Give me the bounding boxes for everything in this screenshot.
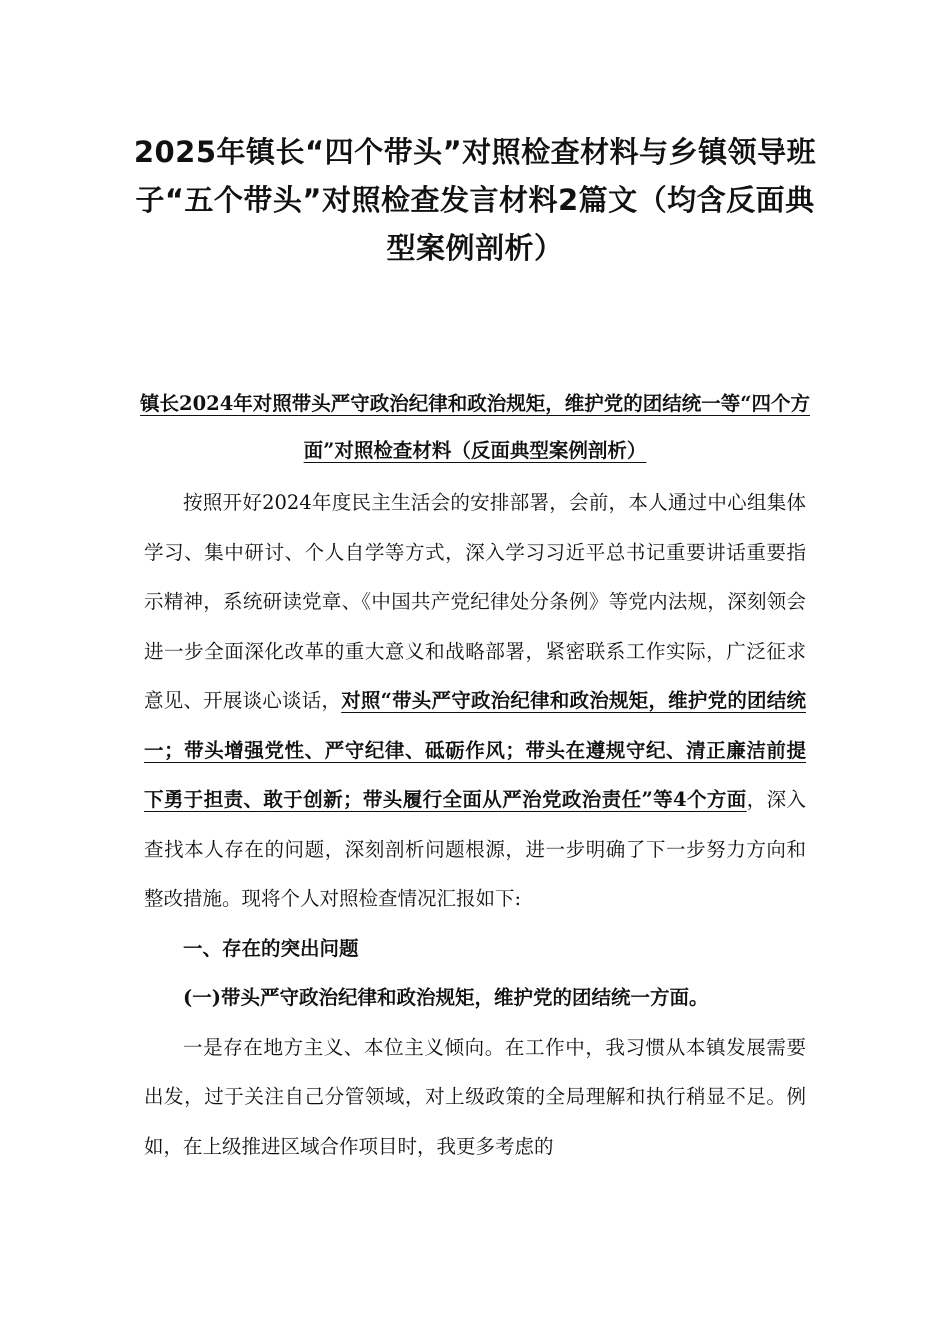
intro-text-after: ，深入查找本人存在的问题，深刻剖析问题根源，进一步明确了下一步努力方向和整改措施。现将个人对照检查情况汇报如下: (144, 788, 806, 910)
intro-text-before: 按照开好2024年度民主生活会的安排部署，会前，本人通过中心组集体学习、集中研讨、个人自学等方式，深入学习习近平总书记重要讲话重要指示精神，系统研读党章、《中国共产党纪律处分条例》等党内法规，深刻领会进一步全面深化改革的重大意义和战略部署，紧密联系工作实际，广泛征求意见、开展谈心谈话， (144, 491, 806, 712)
heading-problems: 一、存在的突出问题 (183, 936, 359, 960)
intro-text-emphasis: 对照“带头严守政治纪律和政治规矩，维护党的团结统一；带头增强党性、严守纪律、砥砺作风；带头在遵规守纪、清正廉洁前提下勇于担责、敢于创新；带头履行全面从严治党政治责任”等4个方面 (144, 689, 806, 811)
body-paragraph: 一是存在地方主义、本位主义倾向。在工作中，我习惯从本镇发展需要出发，过于关注自己分管领域，对上级政策的全局理解和执行稍显不足。例如，在上级推进区域合作项目时，我更多考虑的 (144, 1035, 806, 1158)
section-title: 镇长2024年对照带头严守政治纪律和政治规矩，维护党的团结统一等“四个方面”对照检查材料（反面典型案例剖析） (140, 392, 810, 462)
document-title: 2025年镇长“四个带头”对照检查材料与乡镇领导班子“五个带头”对照检查发言材料2篇文（均含反面典型案例剖析） (133, 135, 817, 265)
document-body (144, 478, 806, 1171)
intro-paragraph (144, 478, 806, 924)
subheading-political-discipline: (一)带头严守政治纪律和政治规矩，维护党的团结统一方面。 (183, 986, 709, 1009)
